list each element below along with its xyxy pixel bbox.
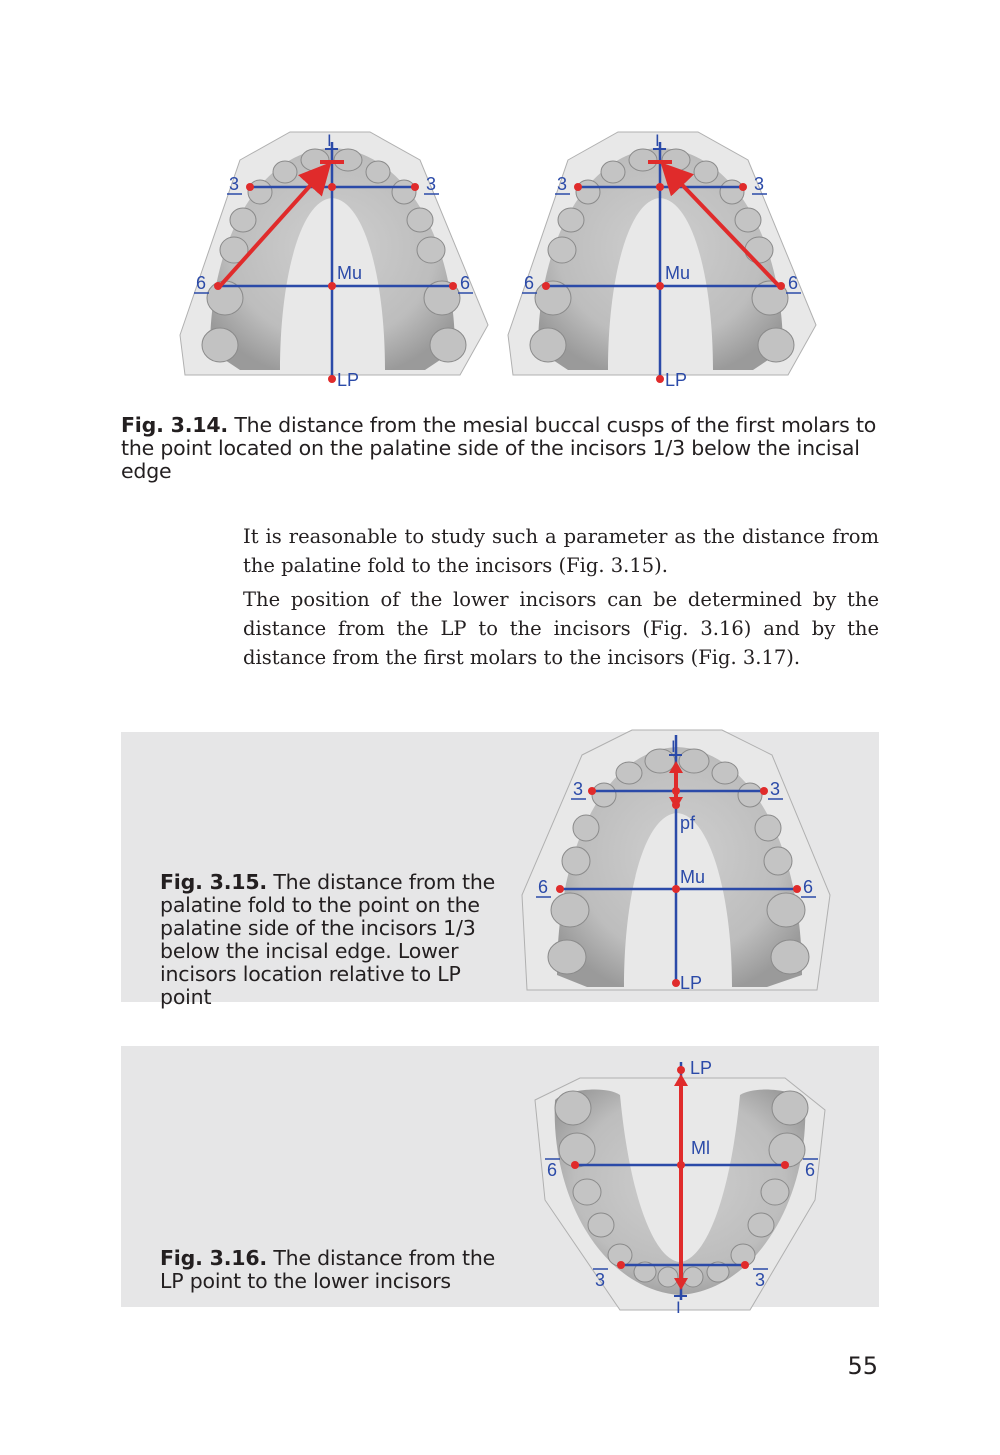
label-incisor: I: [676, 1298, 681, 1315]
label-ml: Ml: [691, 1138, 710, 1158]
fig-3-16-label: Fig. 3.16.: [160, 1246, 267, 1270]
label-canine-right: 3: [754, 174, 765, 194]
body-paragraph-2: The position of the lower incisors can be determined by the distance from the LP to the incisors (Fig. 3.16) and by the distance from the first molars to the incisors (Fig. 3.17).: [243, 588, 879, 669]
label-canine-right: 3: [770, 779, 781, 799]
fig-3-14-images: [170, 120, 830, 400]
label-lp: LP: [690, 1058, 713, 1078]
fig-3-15-caption: [160, 871, 500, 1009]
label-molar-right: 6: [788, 273, 799, 293]
fig-3-16-caption: [160, 1247, 500, 1293]
fig-3-14-label: Fig. 3.14.: [121, 413, 228, 437]
label-molar-right: 6: [460, 273, 471, 293]
body-paragraph-1: It is reasonable to study such a parameter as the distance from the palatine fold to the incisors (Fig. 3.15).: [243, 525, 879, 577]
fig-3-16-image: [525, 1050, 835, 1315]
label-canine-left: 3: [229, 174, 240, 194]
label-mu: Mu: [680, 867, 706, 887]
label-canine-left: 3: [595, 1270, 606, 1290]
label-canine-right: 3: [755, 1270, 766, 1290]
upper-cast-left: [180, 131, 488, 390]
fig-3-15-text: The distance from the palatine fold to the point on the palatine side of the incisors 1/3 below the incisal edge. Lower incisors location relative to LP point: [160, 870, 496, 1009]
upper-cast-right: [508, 131, 816, 390]
label-lp: LP: [665, 370, 688, 390]
label-molar-right: 6: [803, 877, 814, 897]
fig-3-14-text: The distance from the mesial buccal cusps of the first molars to the point located on the palatine side of the incisors 1/3 below the incisal edge: [121, 413, 877, 483]
label-lp: LP: [680, 973, 703, 993]
label-pf: pf: [680, 813, 696, 833]
label-molar-left: 6: [524, 273, 535, 293]
label-incisor: I: [671, 737, 676, 756]
label-mu: Mu: [665, 263, 691, 283]
fig-3-15-image: [512, 725, 842, 995]
label-canine-left: 3: [573, 779, 584, 799]
label-lp: LP: [337, 370, 360, 390]
fig-3-14-caption: [121, 414, 881, 483]
page-number: 55: [847, 1352, 878, 1380]
label-molar-right: 6: [805, 1160, 816, 1180]
fig-3-15-label: Fig. 3.15.: [160, 870, 267, 894]
label-incisor: I: [327, 131, 332, 150]
label-molar-left: 6: [196, 273, 207, 293]
fig-3-16-text: The distance from the LP point to the lower incisors: [160, 1246, 496, 1293]
label-molar-left: 6: [547, 1160, 558, 1180]
body-text: [243, 522, 879, 677]
label-mu: Mu: [337, 263, 363, 283]
label-incisor: I: [655, 131, 660, 150]
label-molar-left: 6: [538, 877, 549, 897]
label-canine-right: 3: [426, 174, 437, 194]
label-canine-left: 3: [557, 174, 568, 194]
